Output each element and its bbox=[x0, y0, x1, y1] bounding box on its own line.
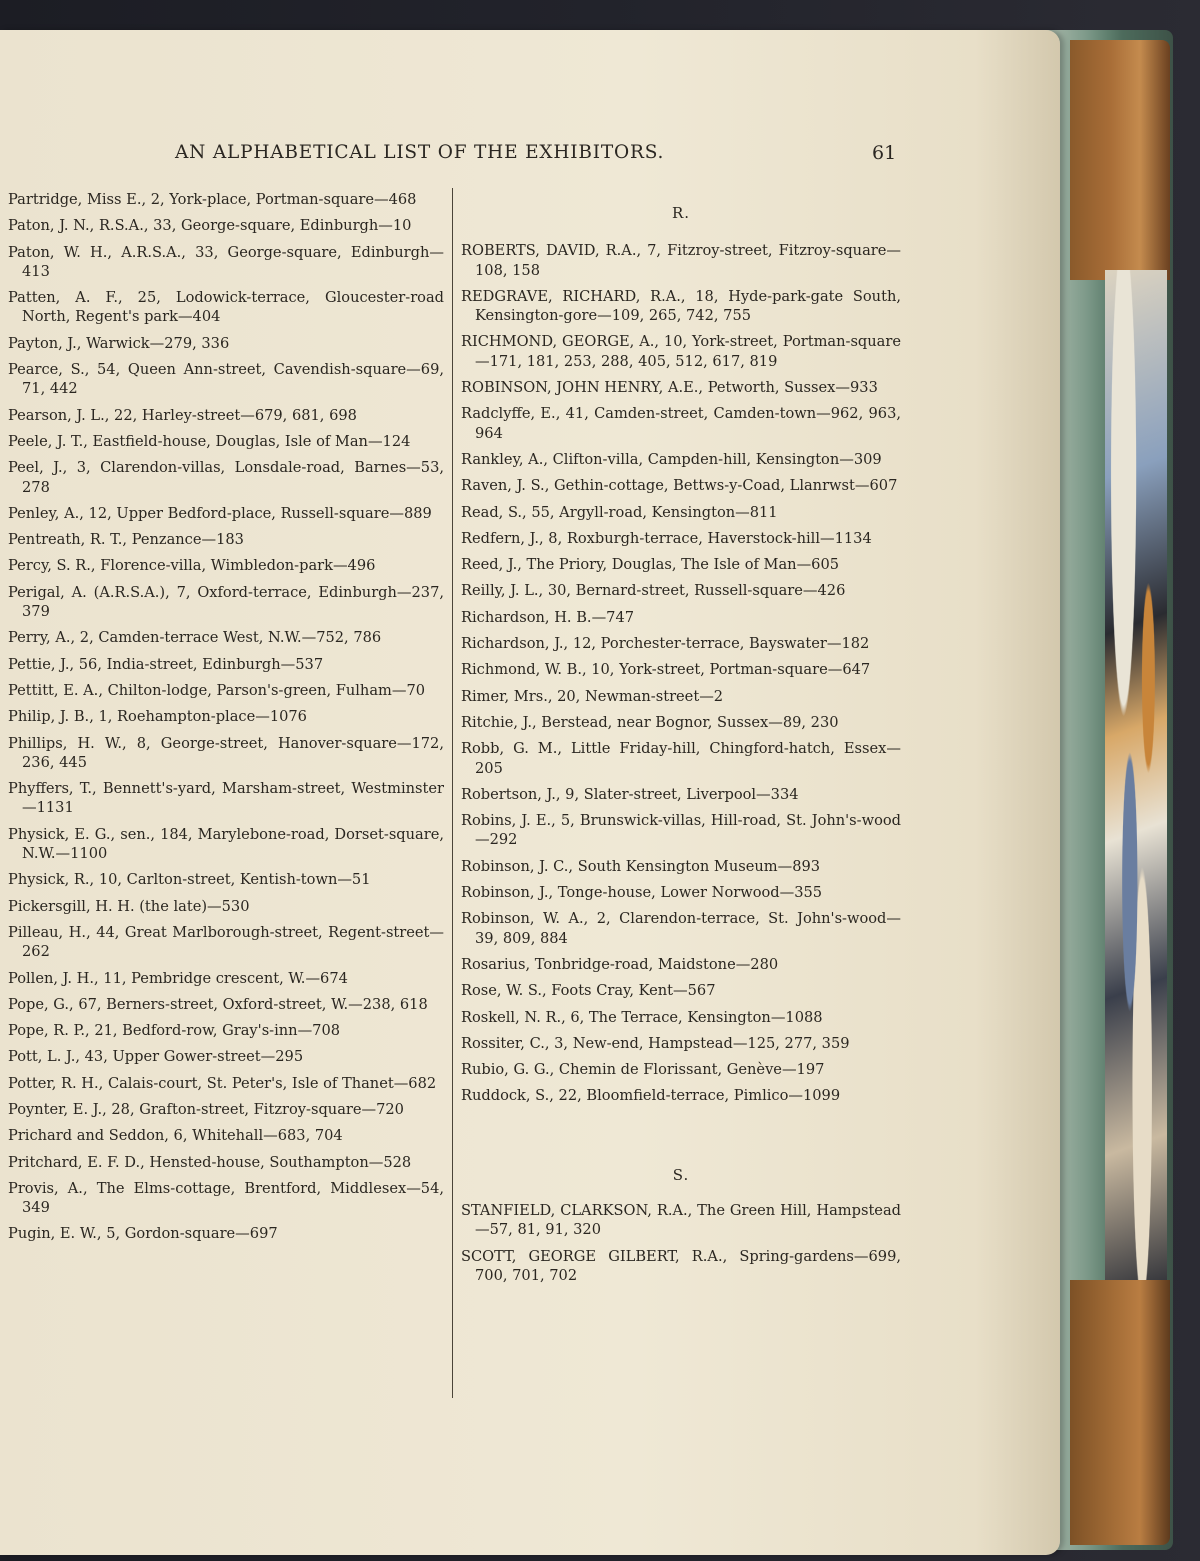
list-item: ROBERTS, DAVID, R.A., 7, Fitzroy-street, Fitzroy-square—108, 158 bbox=[461, 242, 901, 279]
list-item: Rose, W. S., Foots Cray, Kent—567 bbox=[461, 982, 716, 1000]
list-item: Percy, S. R., Florence-villa, Wimbledon-park—496 bbox=[8, 557, 376, 575]
list-item: STANFIELD, CLARKSON, R.A., The Green Hill, Hampstead—57, 81, 91, 320 bbox=[461, 1201, 901, 1239]
list-item: Rimer, Mrs., 20, Newman-street—2 bbox=[461, 687, 724, 705]
book-page bbox=[0, 30, 1060, 1555]
list-item: Ruddock, S., 22, Bloomfield-terrace, Pimlico—1099 bbox=[461, 1087, 841, 1105]
left-column bbox=[8, 190, 444, 1251]
list-item: Rossiter, C., 3, New-end, Hampstead—125, 277, 359 bbox=[461, 1034, 850, 1052]
list-item: Pickersgill, H. H. (the late)—530 bbox=[8, 897, 250, 915]
list-item: Robinson, J., Tonge-house, Lower Norwood—355 bbox=[461, 884, 823, 902]
list-item: Robinson, W. A., 2, Clarendon-terrace, St. John's-wood—39, 809, 884 bbox=[461, 910, 901, 947]
list-item: Rosarius, Tonbridge-road, Maidstone—280 bbox=[461, 955, 779, 973]
list-item: Philip, J. B., 1, Roehampton-place—1076 bbox=[8, 708, 307, 726]
list-item: Pettie, J., 56, India-street, Edinburgh—537 bbox=[8, 655, 324, 673]
marbled-cover bbox=[1105, 270, 1167, 1290]
list-item: Robins, J. E., 5, Brunswick-villas, Hill-road, St. John's-wood—292 bbox=[461, 812, 901, 849]
list-item: Richardson, H. B.—747 bbox=[461, 608, 635, 626]
list-item: Raven, J. S., Gethin-cottage, Bettws-y-Coad, Llanrwst—607 bbox=[461, 477, 898, 495]
list-item: Robinson, J. C., South Kensington Museum—893 bbox=[461, 857, 821, 875]
list-item: SCOTT, GEORGE GILBERT, R.A., Spring-gardens—699, 700, 701, 702 bbox=[461, 1247, 901, 1284]
list-item: Poynter, E. J., 28, Grafton-street, Fitzroy-square—720 bbox=[8, 1100, 404, 1118]
page-number: 61 bbox=[872, 142, 897, 164]
list-item: Phillips, H. W., 8, George-street, Hanover-square—172, 236, 445 bbox=[8, 734, 444, 771]
list-item: Partridge, Miss E., 2, York-place, Portman-square—468 bbox=[8, 191, 417, 208]
list-item: Paton, J. N., R.S.A., 33, George-square, Edinburgh—10 bbox=[8, 217, 412, 235]
list-item: Provis, A., The Elms-cottage, Brentford, Middlesex—54, 349 bbox=[8, 1179, 444, 1217]
list-item: Ritchie, J., Berstead, near Bognor, Sussex—89, 230 bbox=[461, 713, 839, 731]
leather-cover-bottom bbox=[1070, 1280, 1170, 1545]
list-item: Phyffers, T., Bennett's-yard, Marsham-street, Westminster—1131 bbox=[8, 780, 444, 817]
list-item: Paton, W. H., A.R.S.A., 33, George-square, Edinburgh—413 bbox=[8, 243, 444, 280]
running-header bbox=[150, 138, 910, 178]
list-item: Robb, G. M., Little Friday-hill, Chingford-hatch, Essex—205 bbox=[461, 740, 901, 777]
list-item: Perigal, A. (A.R.S.A.), 7, Oxford-terrace, Edinburgh—237, 379 bbox=[8, 583, 444, 621]
list-item: Peele, J. T., Eastfield-house, Douglas, Isle of Man—124 bbox=[8, 432, 411, 450]
list-item: Prichard and Seddon, 6, Whitehall—683, 704 bbox=[8, 1127, 343, 1145]
list-item: Richardson, J., 12, Porchester-terrace, Bayswater—182 bbox=[461, 635, 870, 653]
list-item: ROBINSON, JOHN HENRY, A.E., Petworth, Sussex—933 bbox=[461, 379, 878, 397]
list-item: Pearce, S., 54, Queen Ann-street, Cavendish-square—69, 71, 442 bbox=[8, 361, 444, 398]
column-divider bbox=[452, 188, 453, 1398]
list-item: Pentreath, R. T., Penzance—183 bbox=[8, 531, 244, 549]
list-item: Reilly, J. L., 30, Bernard-street, Russell-square—426 bbox=[461, 582, 846, 600]
right-column bbox=[461, 190, 901, 1292]
list-item: Pilleau, H., 44, Great Marlborough-street, Regent-street—262 bbox=[8, 923, 444, 961]
list-item: RICHMOND, GEORGE, A., 10, York-street, Portman-square—171, 181, 253, 288, 405, 512, 617, 819 bbox=[461, 333, 901, 370]
list-item: REDGRAVE, RICHARD, R.A., 18, Hyde-park-gate South, Kensington-gore—109, 265, 742, 755 bbox=[461, 287, 901, 325]
list-item: Pollen, J. H., 11, Pembridge crescent, W.—674 bbox=[8, 969, 348, 987]
list-item: Pettitt, E. A., Chilton-lodge, Parson's-green, Fulham—70 bbox=[8, 681, 426, 699]
list-item: Peel, J., 3, Clarendon-villas, Lonsdale-road, Barnes—53, 278 bbox=[8, 459, 444, 496]
list-item: Payton, J., Warwick—279, 336 bbox=[8, 334, 230, 352]
list-item: Richmond, W. B., 10, York-street, Portman-square—647 bbox=[461, 661, 871, 679]
list-item: Roskell, N. R., 6, The Terrace, Kensington—1088 bbox=[461, 1008, 823, 1026]
list-item: Physick, R., 10, Carlton-street, Kentish-town—51 bbox=[8, 871, 371, 889]
section-heading-r: R. bbox=[671, 204, 691, 222]
list-item: Reed, J., The Priory, Douglas, The Isle of Man—605 bbox=[461, 556, 840, 574]
list-item: Rankley, A., Clifton-villa, Campden-hill, Kensington—309 bbox=[461, 450, 882, 468]
list-item: Redfern, J., 8, Roxburgh-terrace, Haverstock-hill—1134 bbox=[461, 529, 872, 547]
list-item: Physick, E. G., sen., 184, Marylebone-road, Dorset-square, N.W.—1100 bbox=[8, 825, 444, 863]
list-item: Radclyffe, E., 41, Camden-street, Camden-town—962, 963, 964 bbox=[461, 405, 901, 442]
list-item: Penley, A., 12, Upper Bedford-place, Russell-square—889 bbox=[8, 504, 432, 522]
list-item: Pritchard, E. F. D., Hensted-house, Southampton—528 bbox=[8, 1153, 412, 1171]
list-item: Read, S., 55, Argyll-road, Kensington—811 bbox=[461, 503, 778, 521]
section-heading-s: S. bbox=[672, 1165, 690, 1184]
list-item: Perry, A., 2, Camden-terrace West, N.W.—752, 786 bbox=[8, 629, 382, 647]
list-item: Pott, L. J., 43, Upper Gower-street—295 bbox=[8, 1048, 304, 1066]
list-item: Pope, R. P., 21, Bedford-row, Gray's-inn—708 bbox=[8, 1022, 341, 1040]
page-title: AN ALPHABETICAL LIST OF THE EXHIBITORS. bbox=[175, 142, 665, 163]
list-item: Potter, R. H., Calais-court, St. Peter's, Isle of Thanet—682 bbox=[8, 1074, 437, 1092]
list-item: Robertson, J., 9, Slater-street, Liverpool—334 bbox=[461, 785, 799, 803]
list-item: Rubio, G. G., Chemin de Florissant, Genève—197 bbox=[461, 1061, 825, 1079]
leather-cover-top bbox=[1070, 40, 1170, 280]
list-item: Pearson, J. L., 22, Harley-street—679, 681, 698 bbox=[8, 406, 357, 424]
list-item: Pugin, E. W., 5, Gordon-square—697 bbox=[8, 1225, 278, 1243]
list-item: Pope, G., 67, Berners-street, Oxford-street, W.—238, 618 bbox=[8, 995, 428, 1013]
list-item: Patten, A. F., 25, Lodowick-terrace, Gloucester-road North, Regent's park—404 bbox=[8, 289, 444, 326]
